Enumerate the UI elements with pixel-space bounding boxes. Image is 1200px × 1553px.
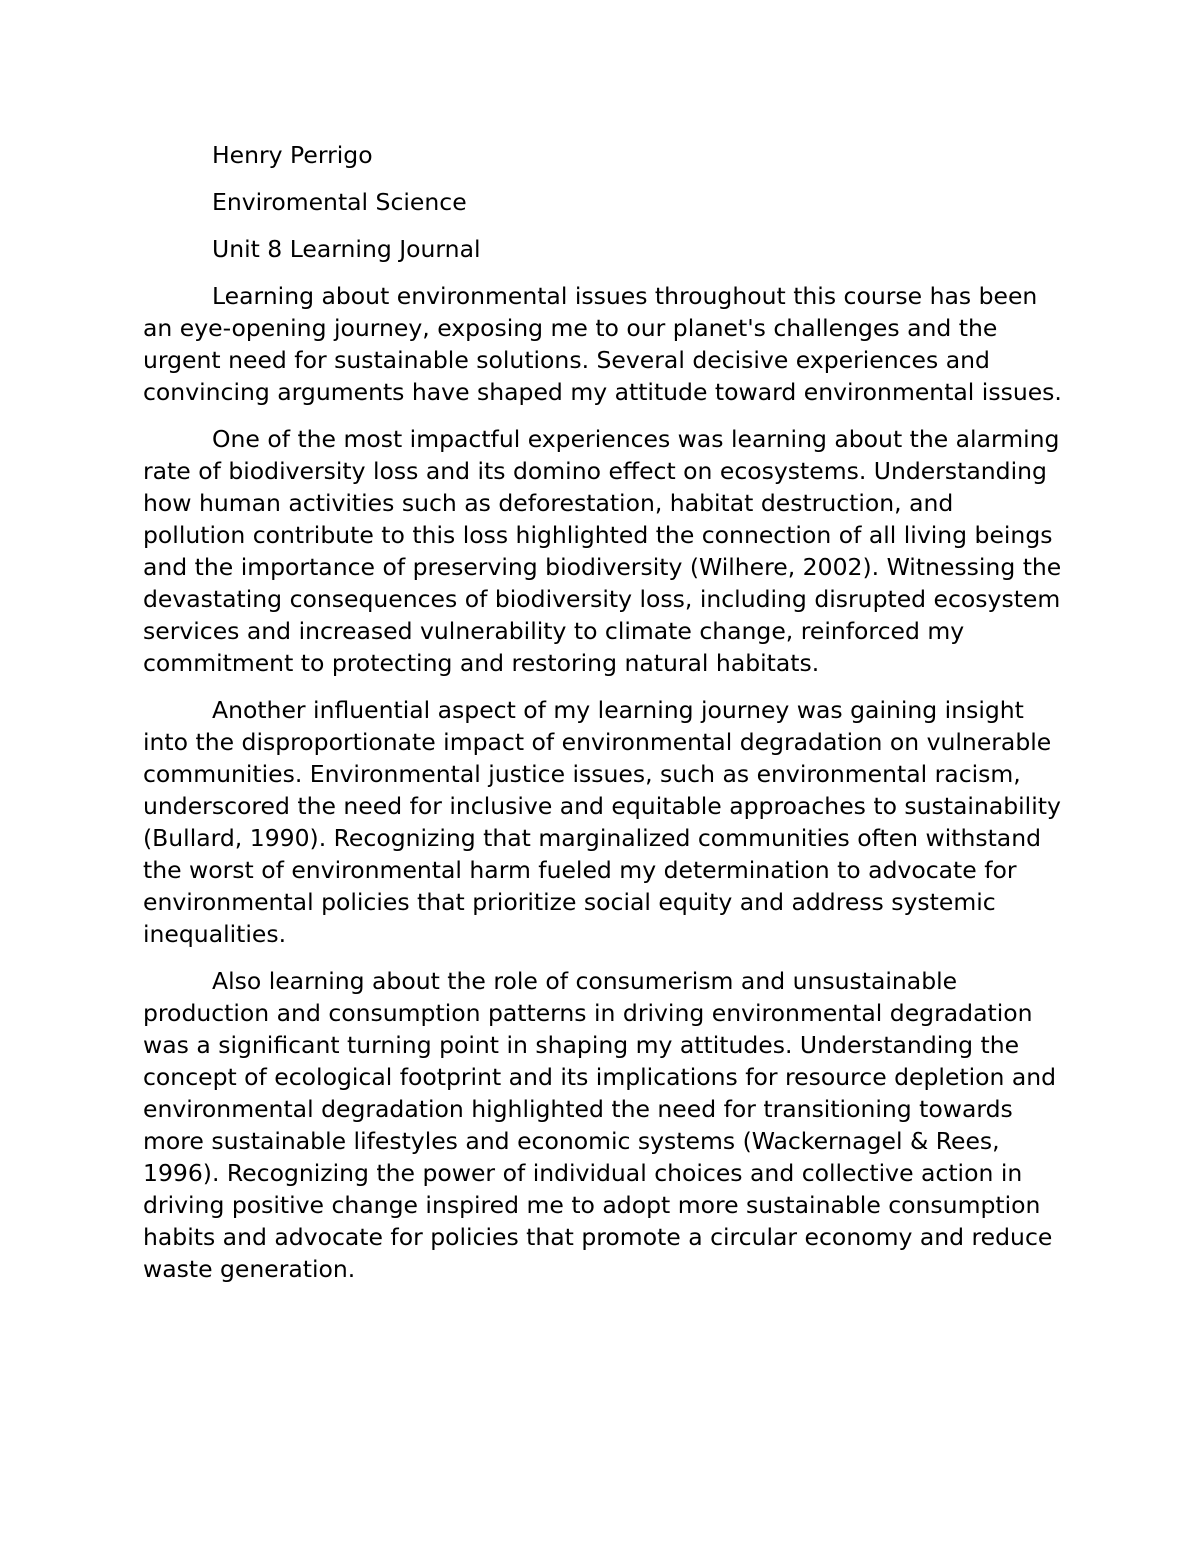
course-name: Enviromental Science [212,188,467,216]
assignment-title: Unit 8 Learning Journal [212,235,481,263]
paragraph-biodiversity: One of the most impactful experiences was learning about the alarming rate of biodiversity loss and its domino effect on ecosystems. Understanding how human activities such as deforestation, habitat destruction, and pollution contribute to this loss highlighted the connection of all living beings and the importance of preserving biodiversity (Wilhere, 2002). Witnessing the devastating consequences of biodiversity loss, including disrupted ecosystem services and increased vulnerability to climate change, reinforced my commitment to protecting and restoring natural habitats. [143,425,1062,677]
paragraph-intro: Learning about environmental issues throughout this course has been an eye-opening journey, exposing me to our planet's challenges and the urgent need for sustainable solutions. Several decisive experiences and convincing arguments have shaped my attitude toward environmental issues. [143,282,1062,406]
author-name: Henry Perrigo [212,141,373,169]
paragraph-environmental-justice: Another influential aspect of my learning journey was gaining insight into the disproportionate impact of environmental degradation on vulnerable communities. Environmental justice issues, such as environmental racism, underscored the need for inclusive and equitable approaches to sustainability (Bullard, 1990). Recognizing that marginalized communities often withstand the worst of environmental harm fueled my determination to advocate for environmental policies that prioritize social equity and address systemic inequalities. [143,696,1061,948]
paragraph-consumerism: Also learning about the role of consumerism and unsustainable production and consumption patterns in driving environmental degradation was a significant turning point in shaping my attitudes. Understanding the concept of ecological footprint and its implications for resource depletion and environmental degradation highlighted the need for transitioning towards more sustainable lifestyles and economic systems (Wackernagel & Rees, 1996). Recognizing the power of individual choices and collective action in driving positive change inspired me to adopt more sustainable consumption habits and advocate for policies that promote a circular economy and reduce waste generation. [143,967,1057,1283]
document-body [143,139,1063,1300]
